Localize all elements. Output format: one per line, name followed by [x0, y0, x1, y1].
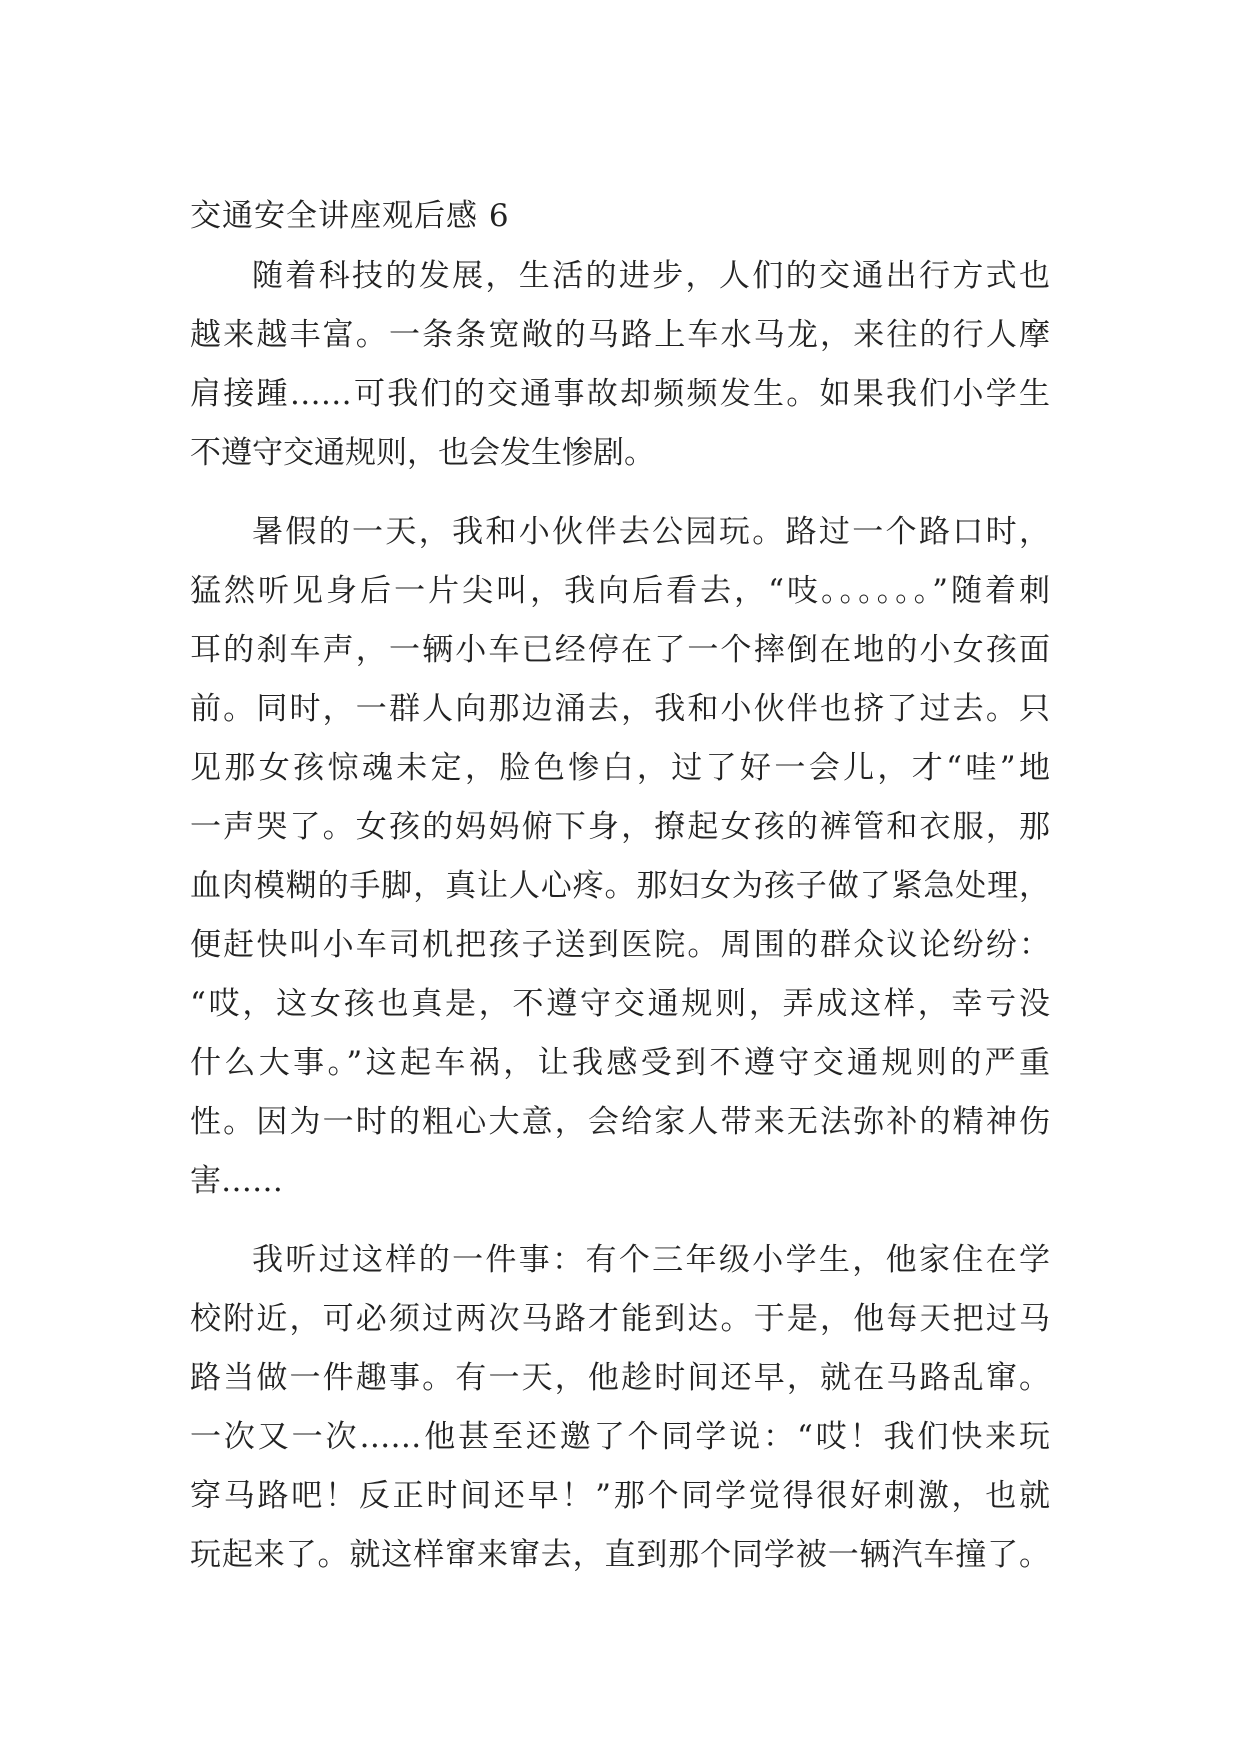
paragraph-3-line-2: 校附近，可必须过两次马路才能到达。于是，他每天把过马	[190, 1301, 1050, 1337]
paragraph-2-line-5: 见那女孩惊魂未定，脸色惨白，过了好一会儿，才“哇”地	[190, 750, 1050, 786]
paragraph-2-line-9: “哎，这女孩也真是，不遵守交通规则，弄成这样，幸亏没	[190, 986, 1050, 1022]
paragraph-2-line-12: 害……	[190, 1163, 283, 1199]
paragraph-1-line-1: 随着科技的发展，生活的进步，人们的交通出行方式也	[252, 258, 1050, 294]
paragraph-1-line-3: 肩接踵……可我们的交通事故却频频发生。如果我们小学生	[190, 376, 1050, 412]
paragraph-3-line-4: 一次又一次……他甚至还邀了个同学说：“哎！我们快来玩	[190, 1419, 1050, 1455]
paragraph-2-line-3: 耳的刹车声，一辆小车已经停在了一个摔倒在地的小女孩面	[190, 632, 1050, 668]
paragraph-2-line-2: 猛然听见身后一片尖叫，我向后看去，“吱。。。。。。”随着刺	[190, 573, 1050, 609]
paragraph-3-line-3: 路当做一件趣事。有一天，他趁时间还早，就在马路乱窜。	[190, 1360, 1050, 1396]
paragraph-2-line-1: 暑假的一天，我和小伙伴去公园玩。路过一个路口时，	[252, 514, 1050, 550]
paragraph-2-line-10: 什么大事。”这起车祸，让我感受到不遵守交通规则的严重	[190, 1045, 1050, 1081]
paragraph-1-line-2: 越来越丰富。一条条宽敞的马路上车水马龙，来往的行人摩	[190, 317, 1050, 353]
paragraph-2-line-11: 性。因为一时的粗心大意，会给家人带来无法弥补的精神伤	[190, 1104, 1050, 1140]
paragraph-3-line-5: 穿马路吧！反正时间还早！”那个同学觉得很好刺激，也就	[190, 1478, 1050, 1514]
paragraph-3-line-6: 玩起来了。就这样窜来窜去，直到那个同学被一辆汽车撞了。	[190, 1537, 1050, 1573]
paragraph-2-line-7: 血肉模糊的手脚，真让人心疼。那妇女为孩子做了紧急处理，	[190, 868, 1050, 904]
paragraph-2-line-4: 前。同时，一群人向那边涌去，我和小伙伴也挤了过去。只	[190, 691, 1050, 727]
paragraph-3-line-1: 我听过这样的一件事：有个三年级小学生，他家住在学	[252, 1242, 1050, 1278]
paragraph-2-line-6: 一声哭了。女孩的妈妈俯下身，撩起女孩的裤管和衣服，那	[190, 809, 1050, 845]
document-title: 交通安全讲座观后感 6	[190, 198, 510, 234]
paragraph-1-line-4: 不遵守交通规则，也会发生惨剧。	[190, 435, 655, 471]
paragraph-2-line-8: 便赶快叫小车司机把孩子送到医院。周围的群众议论纷纷：	[190, 927, 1050, 963]
